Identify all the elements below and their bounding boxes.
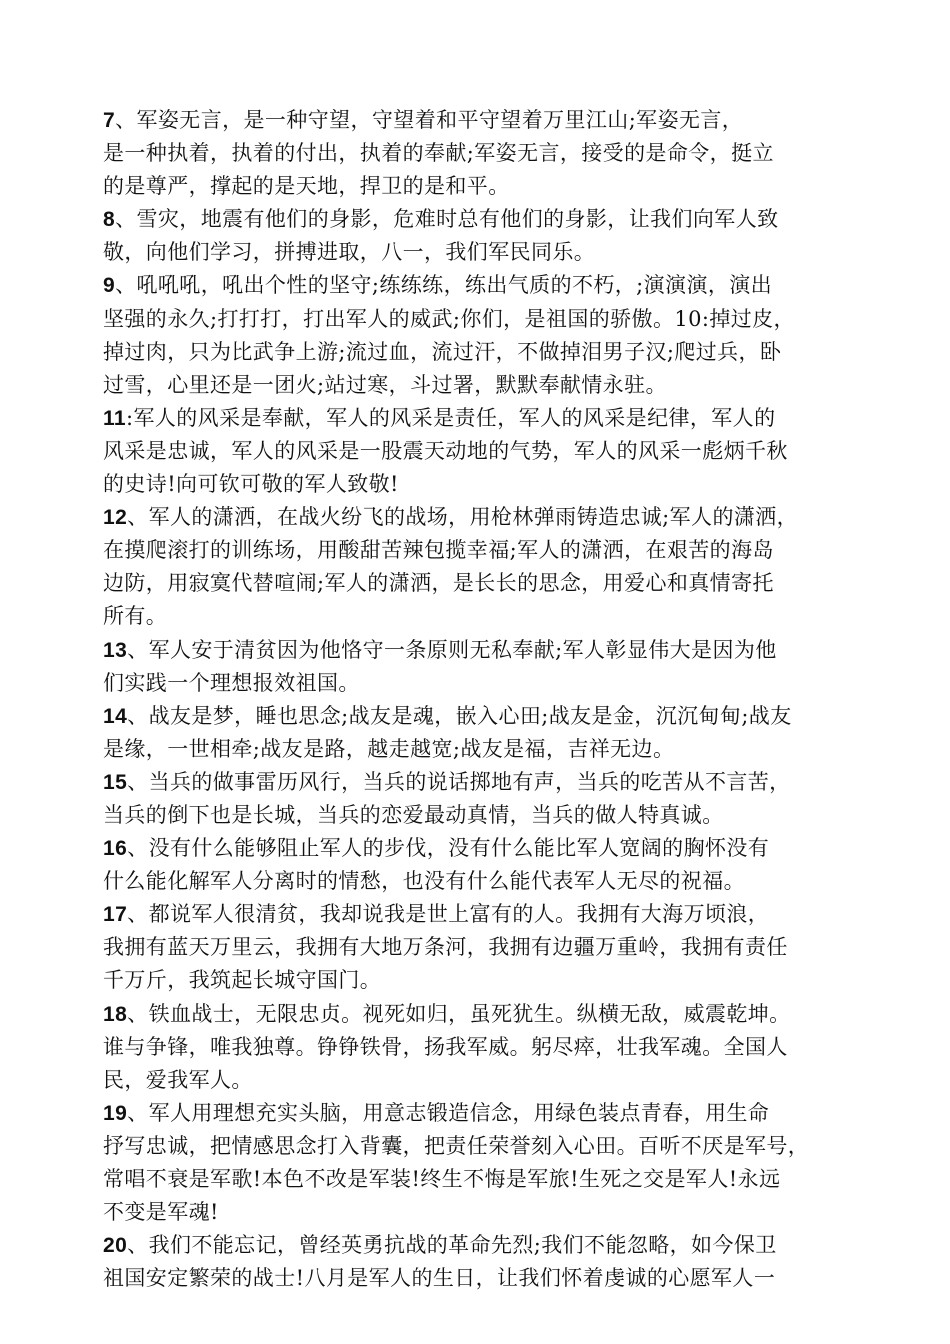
text-line	[103, 567, 863, 600]
line-text: 敬，向他们学习，拼搏进取，八一，我们军民同乐。	[103, 240, 596, 265]
line-text: 是缘，一世相牵;战友是路，越走越宽;战友是福，吉祥无边。	[103, 736, 675, 761]
line-text: 、铁血战士，无限忠贞。视死如归，虽死犹生。纵横无敌，威震乾坤。	[127, 1001, 791, 1026]
item-number: 7	[103, 109, 116, 132]
item-number: 14	[103, 704, 128, 728]
line-text: 、当兵的做事雷历风行，当兵的说话掷地有声，当兵的吃苦从不言苦，	[127, 769, 791, 794]
text-line	[103, 1196, 863, 1229]
line-text: 掉过肉，只为比武争上游;流过血，流过汗，不做掉泪男子汉;爬过兵，卧	[103, 339, 782, 364]
item-number: 9	[103, 274, 116, 298]
line-text: 抒写忠诚，把情感思念打入背囊，把责任荣誉刻入心田。百听不厌是军号，	[103, 1133, 810, 1158]
line-text: 是一种执着，执着的付出，执着的奉献;军姿无言，接受的是命令，挺立	[103, 141, 774, 166]
text-line	[103, 369, 863, 402]
item-number: 19	[103, 1101, 128, 1125]
text-line	[103, 203, 863, 236]
text-line	[103, 865, 863, 898]
line-text: 们实践一个理想报效祖国。	[103, 670, 360, 695]
document-body	[103, 104, 863, 1295]
text-line	[103, 468, 863, 501]
text-line	[103, 733, 863, 766]
text-line	[103, 303, 863, 336]
text-line	[103, 1229, 863, 1262]
text-line	[103, 931, 863, 964]
line-text: 谁与争锋，唯我独尊。铮铮铁骨，扬我军威。躬尽瘁，壮我军魂。全国人	[103, 1034, 788, 1059]
line-text: 所有。	[103, 604, 168, 629]
text-line	[103, 998, 863, 1031]
line-text: 祖国安定繁荣的战士!八月是军人的生日，让我们怀着虔诚的心愿军人一	[103, 1266, 776, 1291]
text-line	[103, 435, 863, 468]
text-line	[103, 104, 863, 137]
line-text: 、雪灾，地震有他们的身影，危难时总有他们的身影，让我们向军人致	[115, 207, 779, 232]
text-line	[103, 501, 863, 534]
item-number: 16	[103, 837, 128, 861]
line-text: 、战友是梦，睡也思念;战友是魂，嵌入心田;战友是金，沉沉甸甸;战友	[127, 703, 792, 728]
line-text: 坚强的永久;打打打，打出军人的威武;你们，是祖国的骄傲。10:掉过皮，	[103, 306, 795, 331]
text-line	[103, 236, 863, 269]
text-line	[103, 634, 863, 667]
text-line	[103, 1262, 863, 1295]
line-text: 、没有什么能够阻止军人的步伐，没有什么能比军人宽阔的胸怀没有	[127, 836, 770, 861]
text-line	[103, 402, 863, 435]
line-text: :军人的风采是奉献，军人的风采是责任，军人的风采是纪律，军人的	[126, 405, 776, 430]
line-text: 民，爱我军人。	[103, 1067, 253, 1092]
line-text: 风采是忠诚，军人的风采是一股震天动地的气势，军人的风采一彪炳千秋	[103, 438, 788, 463]
text-line	[103, 137, 863, 170]
line-text: 的是尊严，撑起的是天地，捍卫的是和平。	[103, 174, 510, 199]
text-line	[103, 600, 863, 633]
line-text: 、军人的潇洒，在战火纷飞的战场，用枪林弹雨铸造忠诚;军人的潇洒，	[127, 505, 799, 530]
text-line	[103, 1130, 863, 1163]
line-text: 、军姿无言，是一种守望，守望着和平守望着万里江山;军姿无言，	[115, 108, 744, 132]
line-text: 、我们不能忘记，曾经英勇抗战的革命先烈;我们不能忽略，如今保卫	[127, 1233, 777, 1258]
text-line	[103, 667, 863, 700]
line-text: 、吼吼吼，吼出个性的坚守;练练练，练出气质的不朽，;演演演，演出	[115, 273, 773, 298]
text-line	[103, 1031, 863, 1064]
line-text: 的史诗!向可钦可敬的军人致敬!	[103, 472, 399, 497]
line-text: 常唱不衰是军歌!本色不改是军装!终生不悔是军旅!生死之交是军人!永远	[103, 1167, 781, 1191]
text-line	[103, 766, 863, 799]
line-text: 边防，用寂寞代替喧闹;军人的潇洒，是长长的思念，用爱心和真情寄托	[103, 571, 774, 596]
text-line	[103, 269, 863, 302]
line-text: 、军人安于清贫因为他恪守一条原则无私奉献;军人彰显伟大是因为他	[127, 637, 777, 662]
text-line	[103, 964, 863, 997]
item-number: 13	[103, 638, 128, 662]
line-text: 我拥有蓝天万里云，我拥有大地万条河，我拥有边疆万重岭，我拥有责任	[103, 935, 788, 960]
line-text: 在摸爬滚打的训练场，用酸甜苦辣包揽幸福;军人的潇洒，在艰苦的海岛	[103, 538, 774, 563]
line-text: 、都说军人很清贫，我却说我是世上富有的人。我拥有大海万顷浪，	[127, 902, 770, 927]
item-number: 8	[103, 208, 116, 232]
line-text: 当兵的倒下也是长城，当兵的恋爱最动真情，当兵的做人特真诚。	[103, 802, 724, 827]
item-number: 15	[103, 770, 128, 794]
line-text: 什么能化解军人分离时的情愁，也没有什么能代表军人无尽的祝福。	[103, 869, 745, 894]
line-text: 不变是军魂!	[103, 1200, 219, 1225]
text-line	[103, 170, 863, 203]
text-line	[103, 336, 863, 369]
line-text: 过雪，心里还是一团火;站过寒，斗过署，默默奉献情永驻。	[103, 372, 667, 397]
item-number: 17	[103, 903, 128, 927]
item-number: 11	[103, 406, 126, 430]
line-text: 、军人用理想充实头脑，用意志锻造信念，用绿色装点青春，用生命	[127, 1100, 770, 1125]
text-line	[103, 799, 863, 832]
text-line	[103, 1064, 863, 1097]
item-number: 20	[103, 1234, 128, 1258]
text-line	[103, 534, 863, 567]
item-number: 12	[103, 506, 128, 530]
text-line	[103, 832, 863, 865]
line-text: 千万斤，我筑起长城守国门。	[103, 968, 382, 993]
text-line	[103, 898, 863, 931]
text-line	[103, 1163, 863, 1196]
text-line	[103, 1097, 863, 1130]
item-number: 18	[103, 1002, 128, 1026]
text-line	[103, 700, 863, 733]
